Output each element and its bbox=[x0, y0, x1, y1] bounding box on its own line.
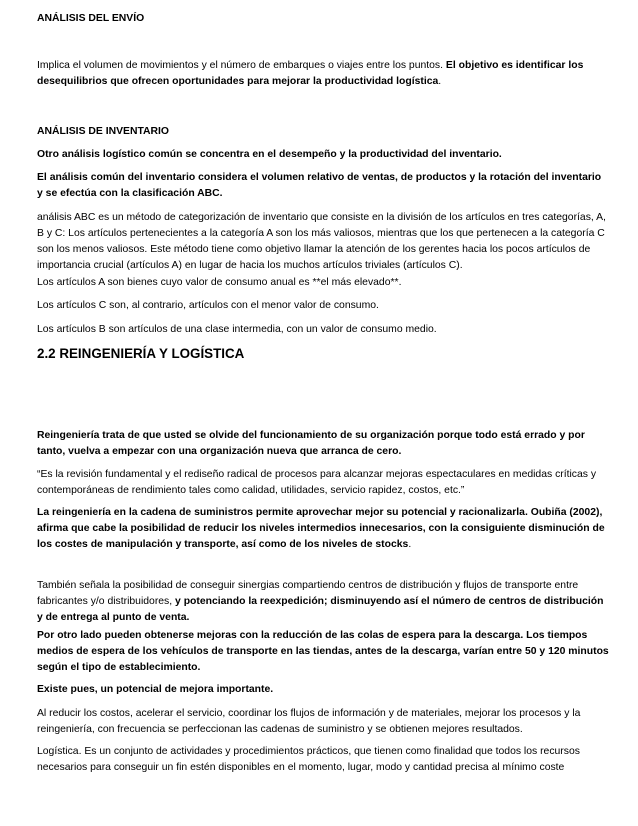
paragraph-reing-8: Logística. Es un conjunto de actividades y procedimientos prácticos, que tienen como finalidad que todos los recursos necesarios para conseguir un fin estén disponibles en el momento, lugar, modo y cantidad precisa al mínimo coste bbox=[37, 746, 580, 773]
paragraph-inventario-1: Otro análisis logístico común se concentra en el desempeño y la productividad del inventario. bbox=[37, 149, 502, 160]
reing-3-bold: La reingeniería en la cadena de suministros permite aprovechar mejor su potencial y racionalizarla. Oubiña (2002), afirma que cabe la posibilidad de reducir los niveles intermedios innecesarios, con la consiguiente disminución de los costes de manipulación y transporte, así como de los niveles de stocks bbox=[37, 507, 605, 550]
paragraph-inventario-6: Los artículos B son artículos de una clase intermedia, con un valor de consumo medio. bbox=[37, 324, 437, 335]
paragraph-reing-7: Al reducir los costos, acelerar el servicio, coordinar los flujos de información y de materiales, mejorar los procesos y la reingeniería, con frecuencia se perfeccionan las cadenas de suministro y se obtienen mejores resultados. bbox=[37, 708, 581, 735]
reing-4-bold: y potenciando la reexpedición; disminuyendo así el número de centros de distribución y de entrega al punto de venta. bbox=[37, 596, 604, 623]
paragraph-inventario-2: El análisis común del inventario considera el volumen relativo de ventas, de productos y la rotación del inventario y se efectúa con la clasificación ABC. bbox=[37, 172, 602, 199]
paragraph-reing-6: Existe pues, un potencial de mejora importante. bbox=[37, 684, 274, 695]
reing-3-end: . bbox=[408, 539, 412, 550]
paragraph-reing-2: “Es la revisión fundamental y el rediseño radical de procesos para alcanzar mejoras espectaculares en medidas críticas y contemporáneas de rendimiento tales como calidad, utilidades, servicio rapidez, costos, etc.” bbox=[37, 469, 597, 496]
paragraph-reing-1: Reingeniería trata de que usted se olvide del funcionamiento de su organización porque todo está errado y por tanto, vuelva a empezar con una organización nueva que arranca de cero. bbox=[37, 430, 585, 457]
paragraph-envio bbox=[37, 58, 609, 90]
envio-text-bold: El objetivo es identificar los desequilibrios que ofrecen oportunidades para mejorar la productividad logística bbox=[37, 60, 584, 87]
paragraph-inventario-3: análisis ABC es un método de categorización de inventario que consiste en la división de los artículos en tres categorías, A, B y C: Los artículos pertenecientes a la categoría A son los más valiosos, mientras que los que pertenecen a la categoría C son los menos valiosos. Este método tiene como objetivo llamar la atención de los gerentes hacia los pocos artículos de importancia crucial (artículos A) en lugar de hacia los muchos artículos triviales (artículos C). bbox=[37, 212, 606, 271]
paragraph-inventario-4: Los artículos A son bienes cuyo valor de consumo anual es **el más elevado**. bbox=[37, 277, 402, 288]
envio-text-normal: Implica el volumen de movimientos y el número de embarques o viajes entre los puntos. bbox=[37, 60, 444, 71]
paragraph-reing-5: Por otro lado pueden obtenerse mejoras con la reducción de las colas de espera para la descarga. Los tiempos medios de espera de los vehículos de transporte en las tiendas, antes de la descarga, varían entre 50 y 120 minutos según el tipo de establecimiento. bbox=[37, 630, 609, 673]
envio-text-end: . bbox=[438, 76, 442, 87]
section-title-inventario: ANÁLISIS DE INVENTARIO bbox=[37, 126, 170, 137]
reing-4-normal: También señala la posibilidad de conseguir sinergias compartiendo centros de distribución y flujos de transporte entre fabricantes y/o distribuidores, bbox=[37, 580, 579, 607]
paragraph-inventario-5: Los artículos C son, al contrario, artículos con el menor valor de consumo. bbox=[37, 300, 379, 311]
section-title-reingenieria: 2.2 REINGENIERÍA Y LOGÍSTICA bbox=[37, 346, 245, 361]
paragraph-reing-4 bbox=[37, 578, 609, 626]
section-title-envio: ANÁLISIS DEL ENVÍO bbox=[37, 13, 145, 24]
paragraph-reing-3 bbox=[37, 505, 609, 553]
